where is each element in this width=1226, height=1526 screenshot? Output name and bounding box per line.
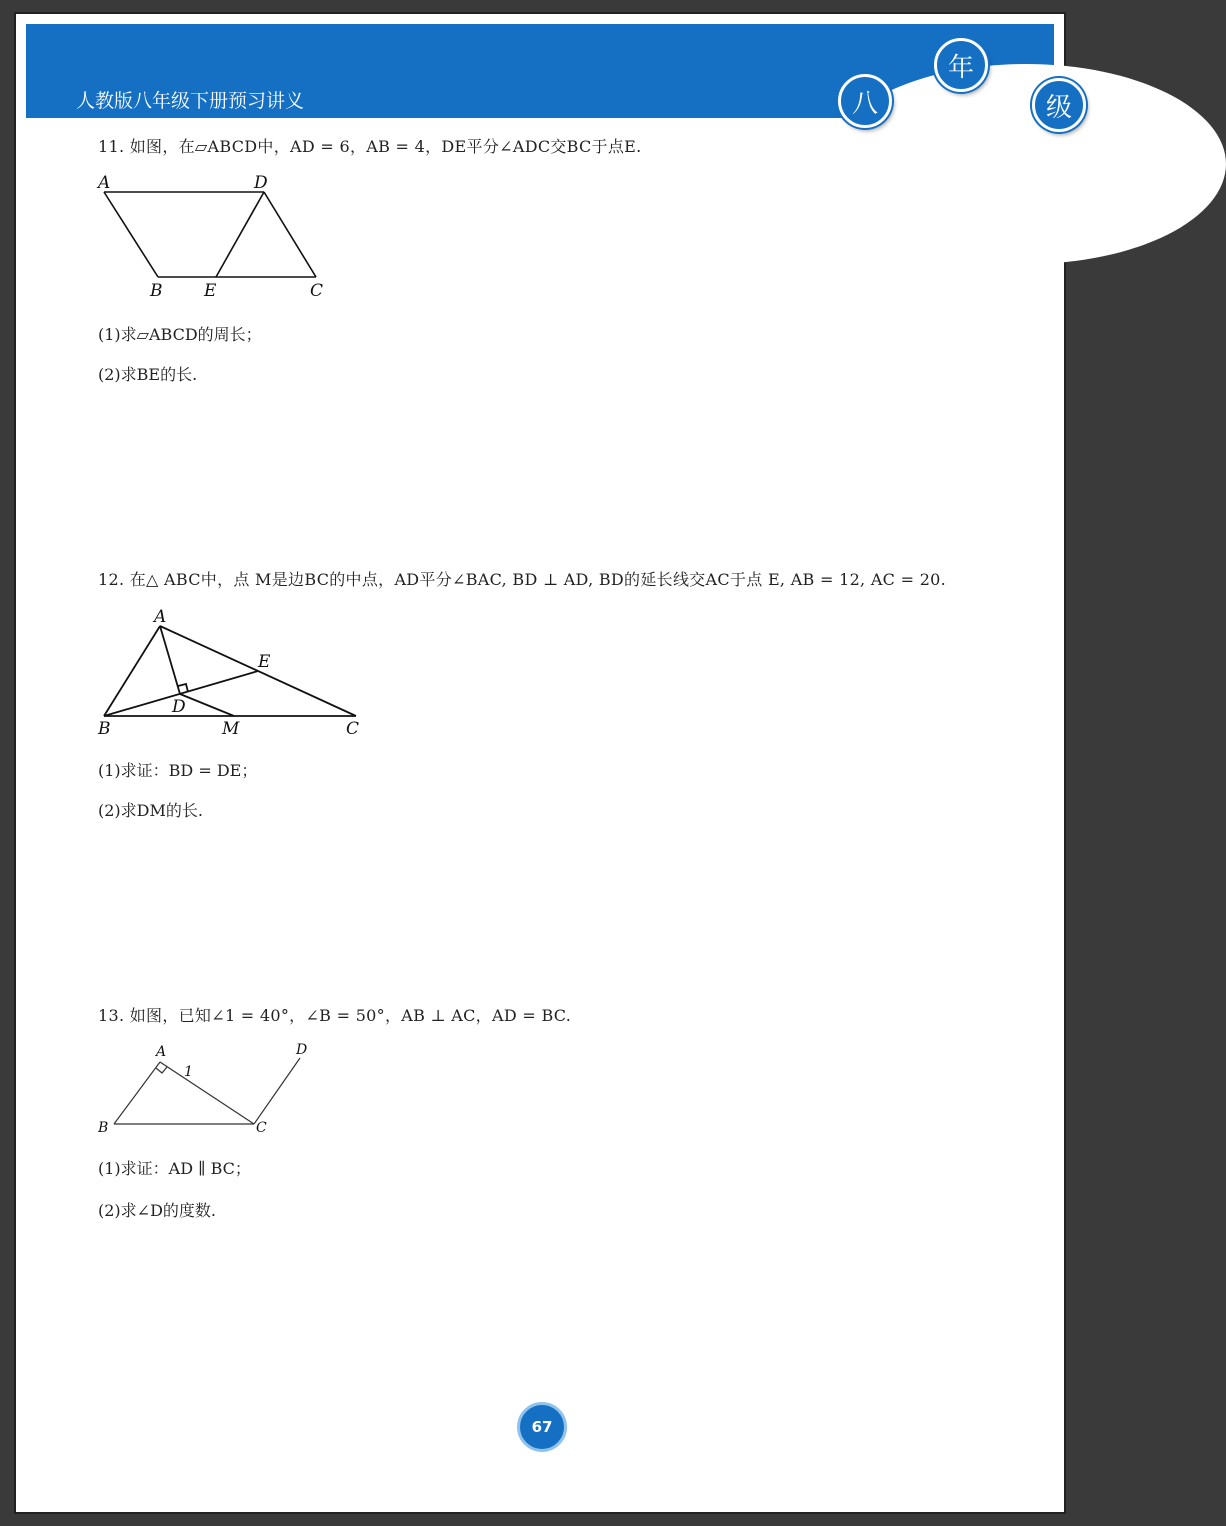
question-12-part-2: (2)求DM的长.: [98, 801, 203, 820]
question-12-figure: [94, 604, 384, 744]
question-12-part-1: (1)求证：BD = DE；: [98, 761, 258, 780]
worksheet-page: [14, 12, 1072, 1514]
figure-label-b: B: [98, 1120, 109, 1136]
header-title: 人教版八年级下册预习讲义: [76, 90, 305, 112]
figure-label-d: D: [254, 173, 268, 193]
figure-label-a: A: [98, 173, 111, 193]
figure-label-b: B: [150, 281, 163, 301]
figure-label-a: A: [156, 1044, 167, 1060]
figure-label-m: M: [222, 719, 240, 739]
question-13-text: 13. 如图，已知∠1 = 40°，∠B = 50°，AB ⊥ AC，AD = BC.: [98, 1006, 572, 1025]
question-11-figure: [94, 170, 354, 302]
figure-label-a: A: [154, 607, 167, 627]
figure-label-d: D: [296, 1042, 308, 1058]
figure-label-angle-1: 1: [184, 1064, 193, 1080]
question-12-text: 12. 在△ ABC中，点 M是边BC的中点，AD平分∠BAC, BD ⊥ AD, BD的延长线交AC于点 E, AB = 12, AC = 20.: [98, 570, 947, 589]
figure-label-c: C: [310, 281, 324, 301]
question-11-text: 11. 如图，在▱ABCD中，AD = 6，AB = 4，DE平分∠ADC交BC于点E.: [98, 137, 642, 156]
figure-label-d: D: [172, 697, 186, 717]
grade-badge-nian: 年: [934, 38, 988, 92]
figure-label-c: C: [256, 1120, 267, 1136]
question-13-figure: [94, 1040, 334, 1140]
question-13-part-2: (2)求∠D的度数.: [98, 1201, 216, 1220]
grade-badge-ji: 级: [1032, 78, 1086, 132]
question-11-part-2: (2)求BE的长.: [98, 365, 198, 384]
question-13-part-1: (1)求证：AD ∥ BC；: [98, 1159, 251, 1178]
figure-label-e: E: [204, 281, 217, 301]
page-number-badge: 67: [517, 1402, 567, 1452]
figure-label-c: C: [346, 719, 360, 739]
figure-label-b: B: [98, 719, 111, 739]
figure-label-e: E: [258, 652, 271, 672]
grade-badge-ba: 八: [838, 74, 892, 128]
question-11-part-1: (1)求▱ABCD的周长；: [98, 325, 262, 344]
